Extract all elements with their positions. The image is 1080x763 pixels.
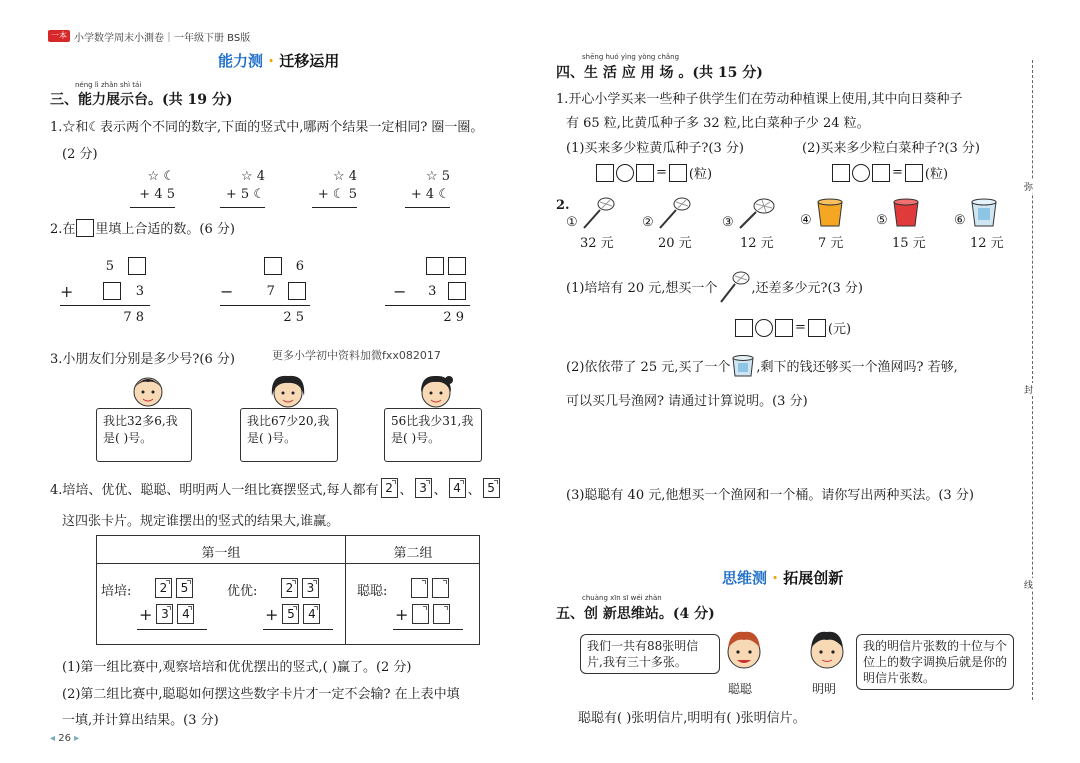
s4-q2-part1-post: ,还差多少元?(3 分): [751, 280, 864, 296]
operator: +: [265, 604, 279, 624]
operator-circle[interactable]: [616, 164, 634, 182]
goods-item-4: [800, 194, 870, 251]
goods-item-1: [566, 194, 636, 251]
result: 7 8: [123, 310, 144, 325]
item-price: 12 元: [970, 236, 1004, 251]
s4-q1-line1: 1.开心小学买来一些种子供学生们在劳动种植课上使用,其中向日葵种子: [556, 92, 963, 107]
sign-2: 我比67少20,我是( )号。: [240, 408, 338, 462]
girl-icon: [413, 372, 459, 412]
page-number: ◂ 26 ▸: [50, 733, 80, 744]
result: 2 5: [283, 310, 304, 325]
q1-expr-3: [312, 168, 357, 208]
number-card: 2: [281, 578, 298, 598]
page-number-text: 26: [58, 733, 71, 744]
banner-subtitle: 拓展创新: [783, 569, 844, 587]
operator: −: [393, 281, 407, 301]
q4-text-line2: 这四张卡片。规定谁摆出的竖式的结果大,谁赢。: [62, 514, 340, 529]
answer-box[interactable]: [636, 164, 654, 182]
item-number: ②: [642, 215, 654, 230]
boy-mingming: [805, 628, 849, 684]
q1-score: (2 分): [62, 147, 98, 162]
q1-expr-bottom: + 4 ☾: [410, 187, 450, 202]
net-icon: [736, 194, 776, 230]
unit-label: (粒): [924, 167, 949, 182]
goods-item-3: [722, 194, 792, 251]
q1-expr-bottom: + 4 5: [139, 187, 175, 202]
section3-title: 三、能力展示台。(共 19 分): [50, 92, 233, 108]
q4-part2b: 一填,并计算出结果。(3 分): [62, 713, 219, 728]
number-card: 3: [302, 578, 319, 598]
q1-expr-4: [405, 168, 450, 208]
watermark: 更多小学初中资料加微fxx082017: [272, 349, 441, 362]
equation-row-2: = (粒): [832, 163, 948, 182]
banner-title: 能力测: [218, 52, 264, 70]
answer-box[interactable]: [872, 164, 890, 182]
section3-pinyin: néng lì zhǎn shì tái: [75, 81, 142, 89]
number-card: 5: [282, 604, 299, 624]
net-icon: [656, 194, 692, 230]
net-icon: [717, 268, 751, 304]
goods-item-2: [642, 194, 712, 251]
item-number: ①: [566, 215, 578, 230]
banner-dot: ·: [772, 569, 778, 587]
s4-q2-part1-pre: (1)培培有 20 元,想买一个: [566, 280, 718, 296]
bucket-icon: [968, 194, 1000, 228]
player-congcong: 聪聪:: [357, 584, 388, 599]
item-number: ③: [722, 215, 734, 230]
player-peipei: 培培:: [101, 584, 132, 599]
speech-bubble-2: 我的明信片张数的十位与个位上的数字调换后就是你的明信片张数。: [856, 634, 1014, 690]
margin-char-c: 线: [1024, 578, 1033, 591]
q2-expr-1: [60, 255, 150, 325]
s4-q1-part1: (1)买来多少粒黄瓜种子?(3 分): [566, 141, 744, 156]
q1-expr-bottom: + 5 ☾: [225, 187, 265, 202]
number-card: 3: [415, 478, 432, 498]
header-title: 小学数学周末小測卷｜一年级下册 BS版: [74, 32, 251, 44]
bucket-icon: [730, 352, 756, 378]
boy-icon: [125, 372, 171, 412]
number-card: 2: [381, 478, 398, 498]
digit: 7: [266, 283, 275, 299]
section4-pinyin: shēng huó yìng yòng chǎng: [582, 53, 680, 61]
q2-text-post: 里填上合适的数。(6 分): [95, 222, 235, 237]
boy-icon: [805, 628, 849, 680]
operator: +: [139, 604, 153, 624]
s4-q2-part2: [566, 352, 958, 378]
answer-box[interactable]: [288, 282, 306, 300]
q1-expr-top: ☆ 4: [240, 169, 265, 184]
q4-part1: (1)第一组比赛中,观察培培和优优摆出的竖式,( )赢了。(2 分): [62, 660, 412, 675]
speech-bubble-1: 我们一共有88张明信片,我有三十多张。: [580, 634, 720, 674]
answer-box[interactable]: [775, 319, 793, 337]
q2-expr-2: [220, 255, 310, 325]
q1-expr-1: [130, 168, 175, 208]
table-header-group2: 第二组: [393, 546, 433, 561]
s4-q2-part2-pre: (2)依依带了 25 元,买了一个: [566, 359, 731, 375]
answer-box[interactable]: [76, 219, 94, 237]
q1-expr-top: ☆ ☾: [147, 169, 175, 184]
margin-char-b: 封: [1024, 383, 1033, 396]
answer-box[interactable]: [128, 257, 146, 275]
equation-row-3: = (元): [735, 318, 851, 337]
q4-text: 4.培培、优优、聪聪、明明两人一组比赛摆竖式,每人都有 2 、 3 、 4 、 5: [50, 478, 500, 498]
boy-icon: [722, 628, 766, 680]
answer-box[interactable]: [448, 282, 466, 300]
number-card: 5: [483, 478, 500, 498]
number-card: 3: [156, 604, 173, 624]
answer-box[interactable]: [103, 282, 121, 300]
q4-text-pre: 4.培培、优优、聪聪、明明两人一组比赛摆竖式,每人都有: [50, 482, 379, 498]
number-card: 5: [176, 578, 193, 598]
operator-circle[interactable]: [755, 319, 773, 337]
answer-box[interactable]: [264, 257, 282, 275]
q3-text: 3.小朋友们分别是多少号?(6 分): [50, 352, 235, 367]
q1-expr-bottom: + ☾ 5: [317, 187, 357, 202]
equation-row-1: = (粒): [596, 163, 712, 182]
answer-box[interactable]: [735, 319, 753, 337]
s4-q2-part1: [566, 268, 863, 304]
item-price: 7 元: [818, 236, 844, 251]
unit-label: (粒): [688, 167, 713, 182]
section5-pinyin: chuàng xīn sī wéi zhàn: [582, 594, 662, 602]
boy-congcong: [722, 628, 766, 684]
header: [48, 29, 250, 43]
answer-box[interactable]: [426, 257, 444, 275]
answer-box[interactable]: [808, 319, 826, 337]
bucket-icon: [890, 194, 922, 228]
goods-item-5: [876, 194, 946, 251]
result: 2 9: [443, 310, 464, 325]
goods-item-6: [954, 194, 1024, 251]
answer-box[interactable]: [669, 164, 687, 182]
s4-q1-line2: 有 65 粒,比黄瓜种子多 32 粒,比白菜种子少 24 粒。: [566, 116, 870, 131]
digit: 3: [135, 283, 144, 299]
q2-text-pre: 2.在: [50, 222, 76, 237]
item-price: 32 元: [580, 236, 614, 251]
q1-expr-top: ☆ 5: [425, 169, 450, 184]
q4-part2: (2)第二组比赛中,聪聪如何摆这些数字卡片才一定不会输? 在上表中填: [62, 687, 460, 702]
operator: +: [60, 281, 74, 301]
item-price: 20 元: [658, 236, 692, 251]
q1-expr-top: ☆ 4: [332, 169, 357, 184]
item-number: ⑤: [876, 213, 888, 228]
q1-text: 1.☆和☾表示两个不同的数字,下面的竖式中,哪两个结果一定相同? 圈一圈。: [50, 120, 484, 135]
table-header-group1: 第一组: [201, 546, 241, 561]
digit: 3: [428, 283, 437, 299]
answer-box[interactable]: [448, 257, 466, 275]
s4-q2-part3: (3)聪聪有 40 元,他想买一个渔网和一个桶。请你写出两种买法。(3 分): [566, 488, 974, 503]
game-table: [96, 535, 480, 645]
empty-card[interactable]: [412, 604, 429, 624]
sign-3: 56比我少31,我是( )号。: [384, 408, 482, 462]
banner-ability: [218, 50, 339, 71]
empty-card[interactable]: [411, 578, 428, 598]
operator: +: [395, 604, 409, 624]
empty-card[interactable]: [433, 604, 450, 624]
banner-title: 思维测: [722, 569, 768, 587]
digit: 5: [105, 258, 114, 274]
answer-box[interactable]: [832, 164, 850, 182]
item-number: ⑥: [954, 213, 966, 228]
banner-thinking: [722, 567, 843, 588]
q2-expr-3: [385, 255, 470, 325]
header-logo: 一本: [48, 30, 70, 42]
margin-char-a: 弥: [1024, 180, 1033, 193]
sign-1: 我比32多6,我是( )号。: [96, 408, 192, 462]
name-mingming: 明明: [812, 682, 837, 696]
empty-card[interactable]: [432, 578, 449, 598]
q2-text: [50, 218, 235, 237]
name-congcong: 聪聪: [728, 682, 753, 696]
player-youyou: 优优:: [227, 584, 258, 599]
item-number: ④: [800, 213, 812, 228]
s4-q2-part2-post: ,剩下的钱还够买一个渔网吗? 若够,: [756, 359, 958, 375]
operator-circle[interactable]: [852, 164, 870, 182]
number-card: 4: [303, 604, 320, 624]
net-icon: [580, 194, 616, 230]
item-price: 12 元: [740, 236, 774, 251]
girl-icon: [265, 372, 311, 412]
number-card: 2: [155, 578, 172, 598]
item-price: 15 元: [892, 236, 926, 251]
answer-box[interactable]: [596, 164, 614, 182]
s4-q2-label: 2.: [556, 198, 570, 213]
q1-expr-2: [220, 168, 265, 208]
unit-label: (元): [827, 322, 852, 337]
banner-subtitle: 迁移运用: [279, 52, 340, 70]
s5-answer: 聪聪有( )张明信片,明明有( )张明信片。: [578, 711, 806, 726]
banner-dot: ·: [268, 52, 274, 70]
section4-title: 四、生 活 应 用 场 。(共 15 分): [556, 65, 763, 81]
digit: 6: [295, 258, 304, 274]
operator: −: [220, 281, 234, 301]
seal-line: [1032, 60, 1033, 700]
s4-q1-part2: (2)买来多少粒白菜种子?(3 分): [802, 141, 980, 156]
number-card: 4: [449, 478, 466, 498]
answer-box[interactable]: [905, 164, 923, 182]
bucket-icon: [814, 194, 846, 228]
s4-q2-part2c: 可以买几号渔网? 请通过计算说明。(3 分): [566, 394, 808, 409]
number-card: 4: [177, 604, 194, 624]
section5-title: 五、创 新思维站。(4 分): [556, 606, 715, 622]
